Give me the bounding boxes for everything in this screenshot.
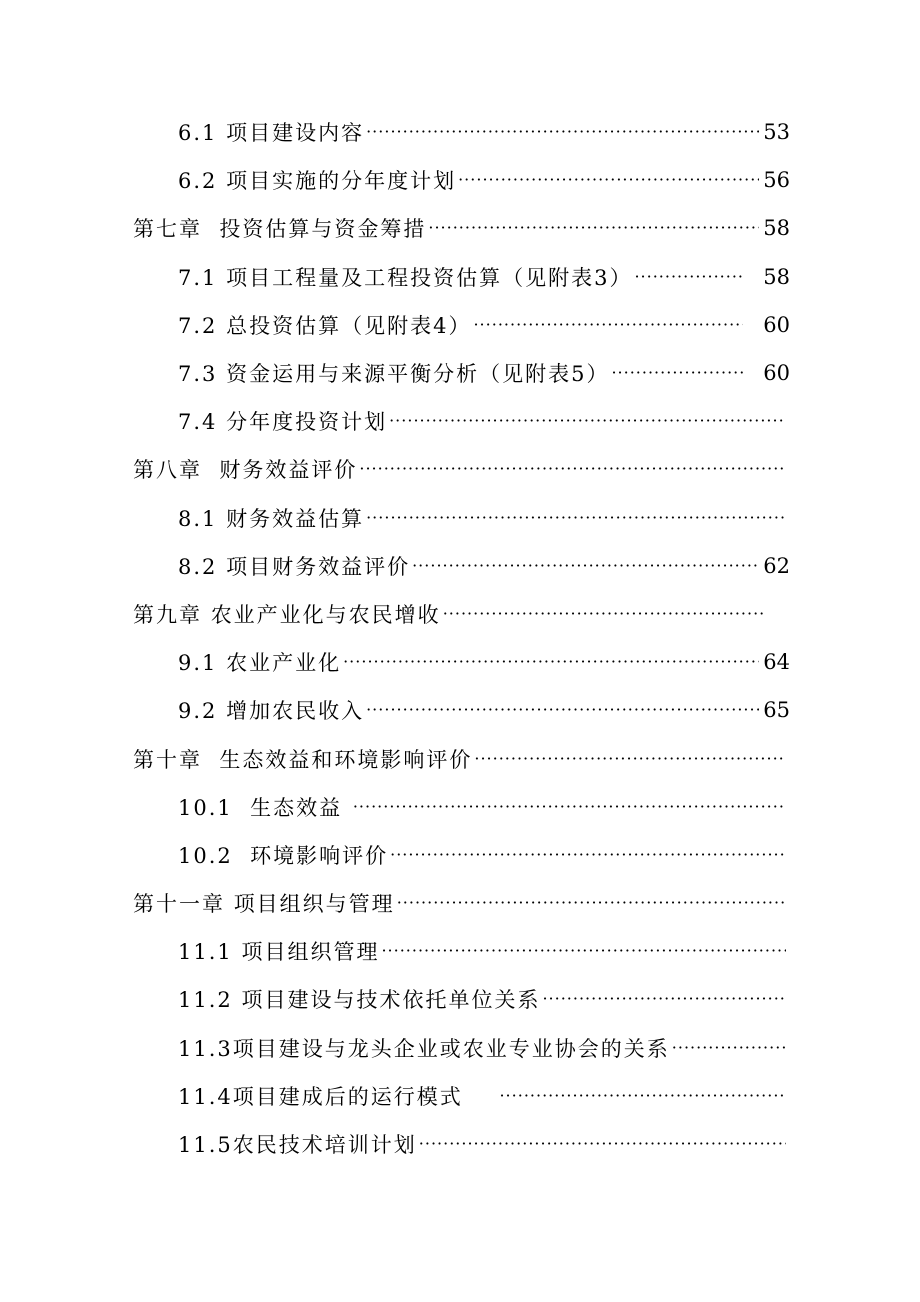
dot-leader [634,269,743,285]
toc-page-number: 64 [763,650,790,675]
toc-title: 分年度投资计划 [226,410,388,435]
toc-number: 第七章 [133,217,202,242]
dot-leader [343,654,759,670]
dot-leader [390,847,786,863]
toc-entry-chapter-11[interactable] [0,879,920,927]
toc-entry-8-2[interactable] [0,542,920,590]
toc-entry-8-1[interactable] [0,494,920,542]
toc-page-number: 56 [763,168,790,193]
toc-title: 增加农民收入 [226,699,365,724]
toc-number: 6.2 [178,169,218,194]
toc-title: 环境影响评价 [250,843,389,868]
toc-page-number: 58 [763,216,790,241]
dot-leader [672,1040,786,1056]
toc-entry-11-4[interactable] [0,1072,920,1120]
toc-number: 11.5 [178,1133,233,1158]
dot-leader [359,461,786,477]
toc-page-number: 65 [763,698,790,723]
toc-page-number: 60 [763,312,790,337]
toc-title: 项目财务效益评价 [226,554,411,579]
toc-page-number: 62 [763,553,790,578]
dot-leader [474,751,786,767]
toc-title: 项目建设与技术依托单位关系 [241,988,541,1013]
toc-entry-11-3[interactable] [0,1024,920,1072]
toc-title: 总投资估算（见附表4） [226,313,472,338]
toc-number: 10.1 [178,795,233,820]
toc-title: 财务效益评价 [219,458,358,483]
toc-number: 第十一章 [133,892,225,917]
toc-entry-10-1[interactable] [0,783,920,831]
toc-entry-7-1[interactable] [0,253,920,301]
toc-title: 项目组织管理 [241,940,380,965]
toc-number: 7.1 [178,265,218,290]
dot-leader [397,895,786,911]
toc-number: 7.2 [178,313,218,338]
toc-title: 项目工程量及工程投资估算（见附表3） [226,265,633,290]
toc-number: 7.3 [178,362,218,387]
dot-leader [381,943,786,959]
toc-entry-11-5[interactable] [0,1120,920,1168]
dot-leader [389,413,786,429]
toc-page-number: 58 [763,264,790,289]
toc-page-number: 53 [763,120,790,145]
dot-leader [366,510,786,526]
toc-number: 11.2 [178,988,233,1013]
toc-entry-chapter-7[interactable] [0,204,920,252]
toc-number: 7.4 [178,410,218,435]
toc-title: 项目实施的分年度计划 [226,169,457,194]
dot-leader [419,1136,786,1152]
dot-leader [542,991,786,1007]
toc-title: 农业产业化 [226,651,342,676]
dot-leader [366,702,759,718]
toc-entry-7-4[interactable] [0,397,920,445]
toc-entry-7-2[interactable] [0,301,920,349]
toc-entry-6-2[interactable] [0,156,920,204]
toc-number: 11.1 [178,940,233,965]
toc-entry-9-2[interactable] [0,686,920,734]
toc-number: 第十章 [133,747,202,772]
toc-entry-chapter-10[interactable] [0,734,920,782]
toc-title: 项目组织与管理 [233,892,395,917]
toc-entry-9-1[interactable] [0,638,920,686]
toc-number: 11.3 [178,1036,233,1061]
toc-title: 投资估算与资金筹措 [219,217,427,242]
toc-number: 9.2 [178,699,218,724]
toc-entry-chapter-8[interactable] [0,445,920,493]
toc-number: 10.2 [178,843,233,868]
toc-title: 项目建设与龙头企业或农业专业协会的关系 [232,1036,670,1061]
toc-number: 8.2 [178,554,218,579]
toc-title: 生态效益和环境影响评价 [219,747,473,772]
toc-number: 第九章 [133,602,202,627]
dot-leader [428,220,759,236]
dot-leader [366,124,759,140]
toc-number: 9.1 [178,651,218,676]
dot-leader [412,558,759,574]
toc-number: 8.1 [178,506,218,531]
toc-title: 农民技术培训计划 [232,1133,417,1158]
toc-title: 资金运用与来源平衡分析（见附表5） [226,362,610,387]
dot-leader [353,799,786,815]
toc-number: 6.1 [178,121,218,146]
dot-leader [611,365,743,381]
dot-leader [473,317,743,333]
toc-title: 财务效益估算 [226,506,365,531]
table-of-contents [0,108,920,1168]
toc-entry-11-2[interactable] [0,975,920,1023]
dot-leader [443,606,766,622]
toc-entry-11-1[interactable] [0,927,920,975]
toc-entry-10-2[interactable] [0,831,920,879]
toc-title: 项目建设内容 [226,121,365,146]
toc-number: 第八章 [133,458,202,483]
dot-leader [458,172,759,188]
toc-entry-chapter-9[interactable] [0,590,920,638]
dot-leader [499,1088,786,1104]
toc-page-number: 60 [763,361,790,386]
toc-entry-6-1[interactable] [0,108,920,156]
toc-title: 生态效益 [250,795,343,820]
toc-title: 农业产业化与农民增收 [210,602,441,627]
toc-entry-7-3[interactable] [0,349,920,397]
toc-number: 11.4 [178,1084,233,1109]
toc-title: 项目建成后的运行模式 [232,1084,463,1109]
